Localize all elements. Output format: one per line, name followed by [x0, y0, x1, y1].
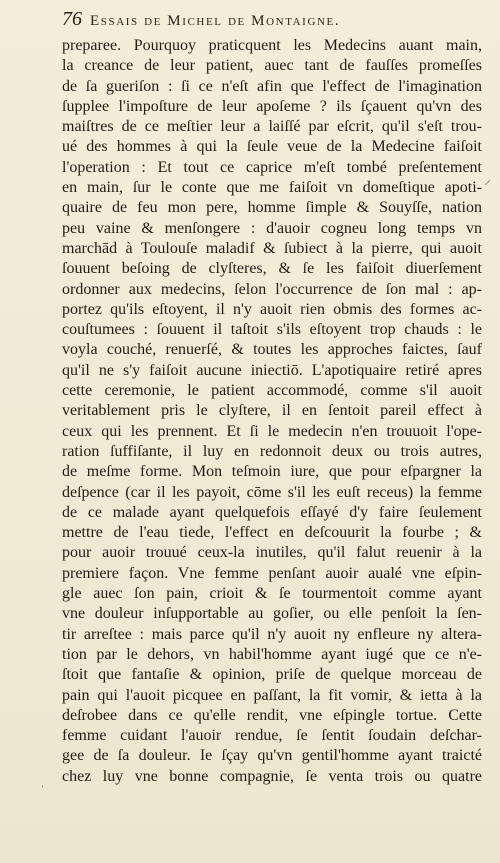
text-line: marchād à Toulouſe maladif & ſubiect à la pierre, qui auoit — [62, 239, 482, 257]
text-line: de ce malade ayant quelquefois eſſayé d'y faire ſeulement — [62, 503, 482, 521]
text-line: gee de ſa douleur. Ie ſçay qu'vn gentil'homme ayant traicté — [62, 747, 482, 765]
margin-mark: ⸍ — [484, 179, 491, 194]
text-line: premiere façon. Vne femme penſant auoir aualé vne eſpin- — [62, 564, 482, 582]
text-line: deſrobee dans ce qu'elle rendit, vne eſpingle tortue. Cette — [62, 706, 482, 724]
text-line: ſupplee l'impoſture de leur apoſeme ? ils ſçauent qu'vn des — [62, 97, 482, 115]
text-line: quaire de feu mon pere, homme ſimple & Souyſſe, nation — [62, 199, 482, 217]
text-line: de meſme forme. Mon teſmoin iure, que pour eſpargner la — [62, 463, 482, 481]
body-text — [62, 36, 482, 787]
running-head: Essais de Michel de Montaigne. — [90, 13, 341, 29]
text-line: de ſa gueriſon : ſi ce n'eſt afin que l'effect de l'imagination — [62, 77, 482, 95]
text-line: tir arreſtee : mais parce qu'il n'y auoit ny enfleure ny altera- — [62, 625, 482, 643]
text-line: en main, ſur le conte que me faiſoit vn domeſtique apoti- — [62, 179, 482, 197]
text-line: couſtumees : ſouuent il taſtoit s'ils eſtoyent trop chauds : le — [62, 321, 482, 339]
page-number: 76 — [62, 8, 82, 30]
text-line: portez qu'ils eſtoyent, il n'y auoit rien obmis des formes ac- — [62, 300, 482, 318]
text-line: veritablement pris le clyſtere, il en ſentoit pareil effect à — [62, 402, 482, 420]
text-line: la creance de leur patient, auec tant de fauſſes promeſſes — [62, 57, 482, 75]
text-line: peu vaine & menſongere : d'auoir cogneu long temps vn — [62, 219, 482, 237]
text-line: ceux qui les prennent. Et ſi le medecin n'en trouuoit l'ope- — [62, 422, 482, 440]
text-line: mettre de l'eau tiede, l'effect en deſcouurit la fourbe ; & — [62, 524, 482, 542]
text-line: pour auoir trouué ceux-la inutiles, qu'il falut reuenir à la — [62, 544, 482, 562]
text-line: preparee. Pourquoy praticquent les Medecins auant main, — [62, 37, 482, 54]
text-line: femme cuidant l'auoir rendue, ſe ſentit ſoudain deſchar- — [62, 727, 482, 745]
text-line: l'operation : Et tout ce caprice m'eſt tombé preſentement — [62, 158, 482, 176]
text-line: ſouuent beſoing de clyſteres, & ſe les faiſoit diuerſement — [62, 260, 482, 278]
text-line: cette ceremonie, le patient accommodé, comme s'il auoit — [62, 382, 482, 400]
text-line: deſpence (car il les payoit, cōme s'il les euſt receus) la femme — [62, 483, 482, 501]
text-line: ration ſuffiſante, il luy en redonnoit deux ou trois autres, — [62, 442, 482, 460]
page-header — [62, 8, 482, 31]
text-line: ſtoit que fantaſie & opinion, priſe de quelque morceau de — [62, 666, 482, 684]
text-line: maiſtres de ce meſtier leur a laiſſé par eſcrit, qu'il s'eſt trou- — [62, 118, 482, 136]
text-line: ordonner aux medecins, ſelon l'occurrence de ſon mal : ap- — [62, 280, 482, 298]
text-line: chez luy vne bonne compagnie, ſe venta trois ou quatre — [62, 767, 482, 785]
text-line: tion par le dehors, vn habil'homme ayant iugé que ce n'e- — [62, 645, 482, 663]
margin-mark: ˈ — [40, 784, 45, 799]
text-line: pain qui l'auoit picquee en paſſant, la fit vomir, & ietta à la — [62, 686, 482, 704]
text-line: voyla couché, renuerſé, & toutes les approches faictes, ſauf — [62, 341, 482, 359]
text-line: qu'il ne s'y faiſoit aucune iniectiō. L'apotiquaire retiré apres — [62, 361, 482, 379]
text-line: gle auec ſon pain, crioit & ſe tourmentoit comme ayant — [62, 585, 482, 603]
text-line: ué des hommes à qui la ſeule veue de la Medecine faiſoit — [62, 138, 482, 156]
text-line: vne douleur inſupportable au goſier, ou elle penſoit la ſen- — [62, 605, 482, 623]
